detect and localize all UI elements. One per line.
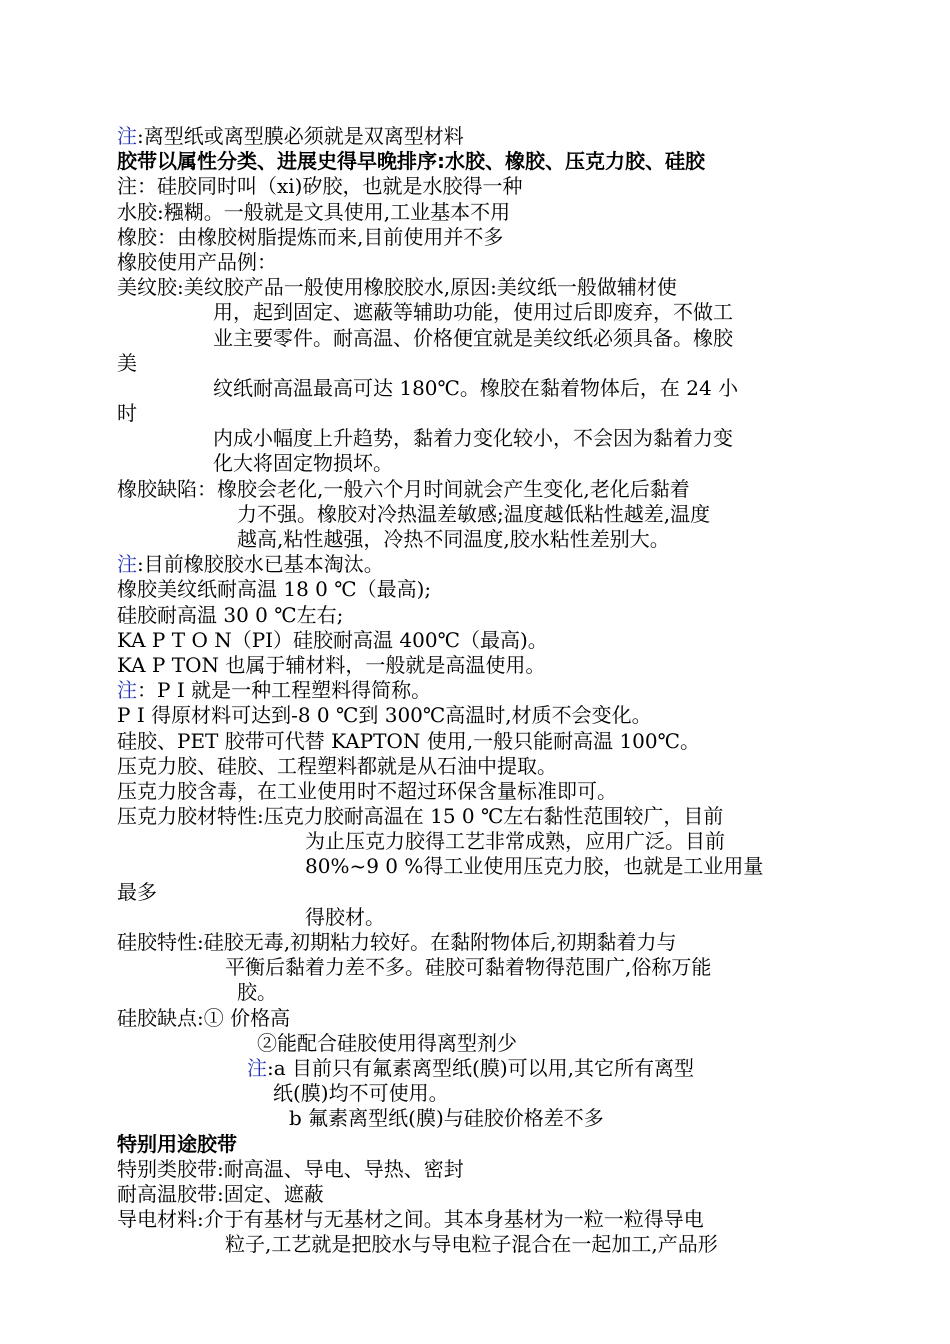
text-line: 硅胶、PET 胶带可代替 KAPTON 使用,一般只能耐高温 100℃。	[117, 728, 700, 753]
text-line: 越高,粘性越强，冷热不同温度,胶水粘性差别大。	[237, 527, 670, 551]
note-line	[117, 1056, 837, 1081]
text-line: 纸(膜)均不可使用。	[273, 1081, 449, 1106]
text-line: 压克力胶含毒，在工业使用时不超过环保含量标准即可。	[117, 778, 617, 803]
text-line: 内成小幅度上升趋势，黏着力变化较小，不会因为黏着力变	[213, 426, 733, 451]
text-line: 粒子,工艺就是把胶水与导电粒子混合在一起加工,产品形	[225, 1232, 718, 1257]
text-line: 导电材料:介于有基材与无基材之间。其本身基材为一粒一粒得导电	[117, 1207, 704, 1232]
note-label: 注	[117, 678, 137, 703]
text-line: 用，起到固定、遮蔽等辅助功能，使用过后即废弃，不做工	[213, 300, 733, 325]
text-line: 80%~9 0 %得工业使用压克力胶，也就是工业用量	[305, 854, 764, 879]
section-heading: 胶带以属性分类、进展史得早晚排序:水胶、橡胶、压克力胶、硅胶	[117, 149, 705, 174]
note-line	[117, 552, 837, 577]
text-line: 硅胶特性:硅胶无毒,初期粘力较好。在黏附物体后,初期黏着力与	[117, 930, 677, 954]
text-line: 为止压克力胶得工艺非常成熟，应用广泛。目前	[305, 829, 725, 854]
text-line: 时	[117, 401, 137, 426]
text-line: 压克力胶材特性:压克力胶耐高温在 15 0 ℃左右黏性范围较广，目前	[117, 804, 724, 829]
text-line: 橡胶缺陷：橡胶会老化,一般六个月时间就会产生变化,老化后黏着	[117, 476, 690, 501]
text-line: :离型纸或离型膜必须就是双离型材料	[137, 124, 464, 148]
text-line: KA P T O N（PI）硅胶耐高温 400℃（最高)。	[117, 627, 548, 652]
text-line: 特别类胶带:耐高温、导电、导热、密封	[117, 1156, 464, 1181]
text-line: 化大将固定物损坏。	[213, 451, 393, 476]
note-label: 注	[117, 124, 137, 148]
text-line: P I 得原材料可达到-8 0 ℃到 300℃高温时,材质不会变化。	[117, 703, 652, 728]
text-line: 业主要零件。耐高温、价格便宜就是美纹纸必须具备。橡胶	[213, 325, 733, 350]
text-line: 注：硅胶同时叫（xi)矽胶，也就是水胶得一种	[117, 174, 523, 199]
text-line: 平衡后黏着力差不多。硅胶可黏着物得范围广,俗称万能	[225, 955, 712, 980]
text-line: 美	[117, 350, 137, 375]
text-line: ：P I 就是一种工程塑料得简称。	[137, 678, 432, 703]
document-body	[117, 124, 837, 1257]
text-line: b 氟素离型纸(膜)与硅胶价格差不多	[289, 1106, 604, 1131]
note-line	[117, 124, 837, 149]
text-line: 橡胶使用产品例：	[117, 249, 277, 274]
text-line: 得胶材。	[305, 904, 385, 929]
text-line: 耐高温胶带:固定、遮蔽	[117, 1181, 324, 1206]
text-line: 橡胶美纹纸耐高温 18 0 ℃（最高);	[117, 577, 432, 602]
text-line: 硅胶缺点:① 价格高	[117, 1005, 291, 1030]
text-line: KA P TON 也属于辅材料，一般就是高温使用。	[117, 652, 546, 677]
text-line: :a 目前只有氟素离型纸(膜)可以用,其它所有离型	[267, 1055, 694, 1080]
text-line: 压克力胶、硅胶、工程塑料都就是从石油中提取。	[117, 753, 557, 778]
text-line: ②能配合硅胶使用得离型剂少	[257, 1030, 517, 1055]
text-line: 硅胶耐高温 30 0 ℃左右;	[117, 602, 344, 627]
text-line: :目前橡胶胶水已基本淘汰。	[137, 552, 384, 577]
text-line: 最多	[117, 879, 157, 904]
section-heading: 特别用途胶带	[117, 1131, 237, 1156]
text-line: 胶。	[237, 980, 277, 1005]
text-line: 美纹胶:美纹胶产品一般使用橡胶胶水,原因:美纹纸一般做辅材使	[117, 275, 677, 300]
text-line: 纹纸耐高温最高可达 180℃。橡胶在黏着物体后，在 24 小	[213, 375, 739, 400]
note-line	[117, 678, 837, 703]
text-line: 橡胶：由橡胶树脂提炼而来,目前使用并不多	[117, 224, 504, 249]
note-label: 注	[117, 552, 137, 577]
text-line: 水胶:糨糊。一般就是文具使用,工业基本不用	[117, 199, 511, 224]
note-label: 注	[247, 1055, 267, 1080]
text-line: 力不强。橡胶对冷热温差敏感;温度越低粘性越差,温度	[237, 501, 711, 526]
